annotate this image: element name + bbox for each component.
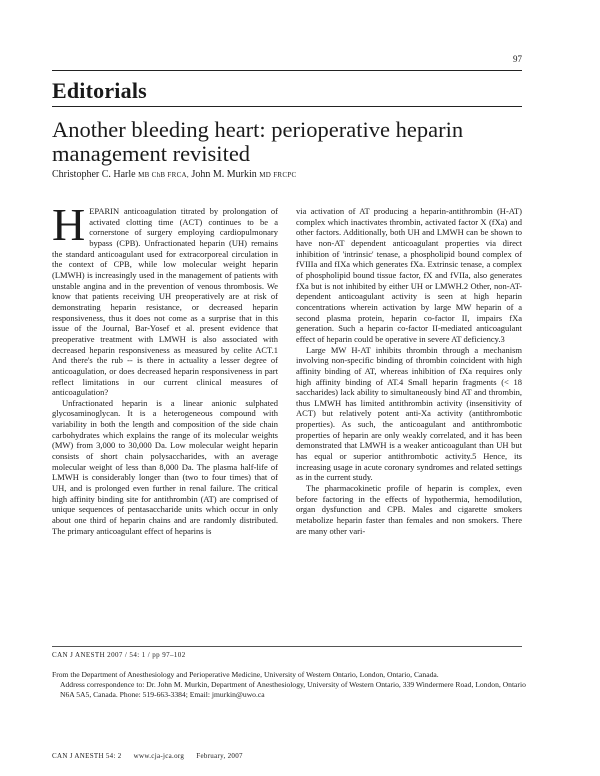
article-body <box>52 199 522 638</box>
author-credentials: MD FRCPC <box>259 171 297 179</box>
author-name: Christopher C. Harle <box>52 169 136 180</box>
journal-reference: CAN J ANESTH 2007 / 54: 1 / pp 97–102 <box>52 651 186 659</box>
paragraph: Large MW H-AT inhibits thrombin through a mechanism involving non-specific binding of thrombin coincident with high affinity binding of AT, whereas inhibition of fXa requires only high affinity binding of AT.4 Small heparin fragments (< 18 saccharides) lack ability to simultaneously bind AT and thrombin, thus LMWH has limited antithrombin activity (insensitivity of ACT) but relatively potent anti-Xa activity (antithrombotic properties). As such, the anticoagulant and antithrombotic properties of heparin are only weakly correlated, and it has been demonstrated that LMWH is a weaker anticoagulant than UH but has equal or superior antithrombotic activity.5 Hence, its increasing usage in acute coronary syndromes and related settings as in the current study. <box>296 344 522 483</box>
header-rule <box>52 70 522 71</box>
page-footer <box>52 752 253 760</box>
article-title: Another bleeding heart: perioperative heparin management revisited <box>52 117 464 166</box>
from-line: From the Department of Anesthesiology and Perioperative Medicine, University of Western Ontario, London, Ontario, Canada. <box>52 670 439 679</box>
section-heading: Editorials <box>52 78 147 103</box>
footer-date: February, 2007 <box>196 752 243 760</box>
footer-rule <box>52 646 522 647</box>
paragraph: The pharmacokinetic profile of heparin is complex, even before factoring in the effects of hypothermia, hemodilution, organ dysfunction and CPB. Males and cigarette smokers metabolize heparin faster than females and non smokers. There are many other vari- <box>296 483 522 536</box>
correspondence-address: Address correspondence to: Dr. John M. Murkin, Department of Anesthesiology, University of Western Ontario, 339 Windermere Road, London, Ontario N6A 5A5, Canada. Phone: 519-663-3384; Email: jmurkin@uwo.ca <box>60 679 526 699</box>
footer-url[interactable]: www.cja-jca.org <box>133 752 185 760</box>
section-rule <box>52 106 522 107</box>
left-column <box>52 199 278 638</box>
page-number: 97 <box>513 54 522 64</box>
paragraph: HEPARIN anticoagulation titrated by prolongation of activated clotting time (ACT) continues to be a cornerstone of surgery employing cardiopulmonary bypass (CPB). Unfractionated heparin (UH) remains the standard anticoagulant used for extracorporeal circulation in the context of CPB, while low molecular weight heparin (LMWH) is increasingly used in the management of patients with unstable angina and in the prevention of venous thrombosis. We know that patients receiving UH preoperatively are at risk of demonstrating heparin resistance, or decreased heparin responsiveness, thus it does not come as a surprise that in this issue of the Journal, Bar-Yosef et al. present evidence that preoperative treatment with LMWH is also associated with decreased heparin responsiveness as measured by celite ACT.1 And there's the rub -- is there in actuality a lesser degree of anticoagulation, or does decreased heparin responsiveness in part reflect limitations in our current clinical measures of anticoagulation? <box>52 199 278 398</box>
right-column <box>296 206 522 638</box>
paragraph: via activation of AT producing a heparin-antithrombin (H-AT) complex which inactivates thrombin, activated factor X (fXa) and other factors. Additionally, both UH and LMWH can be shown to have non-AT dependent anticoagulant properties via direct inhibition of 'intrinsic' tenase, a phospholipid bound complex of fVIIIa and fIXa which generates fXa. Extrinsic tenase, a complex of phospholipid bound tissue factor, fX and fVIIa, also generates fXa but is not inhibited by either UH or LMWH.2 Other, non-AT-dependent anticoagulant activity is seen at high heparin concentrations wherein activation by large MW heparin of a second plasma protein, heparin co-factor II, impairs fXa generation. Such a heparin co-factor II-mediated anticoagulant effect of heparin could be operative in severe AT deficiency.3 <box>296 206 522 344</box>
footer-journal: CAN J ANESTH 54: 2 <box>52 752 122 760</box>
author-name: John M. Murkin <box>191 169 257 180</box>
author-line <box>52 169 297 180</box>
drop-cap: H <box>52 199 86 250</box>
paragraph: Unfractionated heparin is a linear anionic sulphated glycosaminoglycan. It is a heterogeneous compound with variability in both the length and composition of the side chain carbohydrates which explains the range of its molecular weights (MW) from 3,000 to 30,000 Da. Low molecular weight heparin consists of short chain polysaccharides, with an average molecular weight of less than 8,000 Da. The plasma half-life of LMWH is considerably longer than (two to four times) that of UH, and is prolonged even further in renal failure. The critical high affinity binding site for antithrombin (AT) are comprised of unique sequences of pentasaccharide units which occur in only about one third of heparin chains and are randomly distributed. The primary anticoagulant effect of heparins is <box>52 397 278 536</box>
affiliation-note <box>52 670 526 699</box>
author-credentials: MB ChB FRCA, <box>138 171 189 179</box>
